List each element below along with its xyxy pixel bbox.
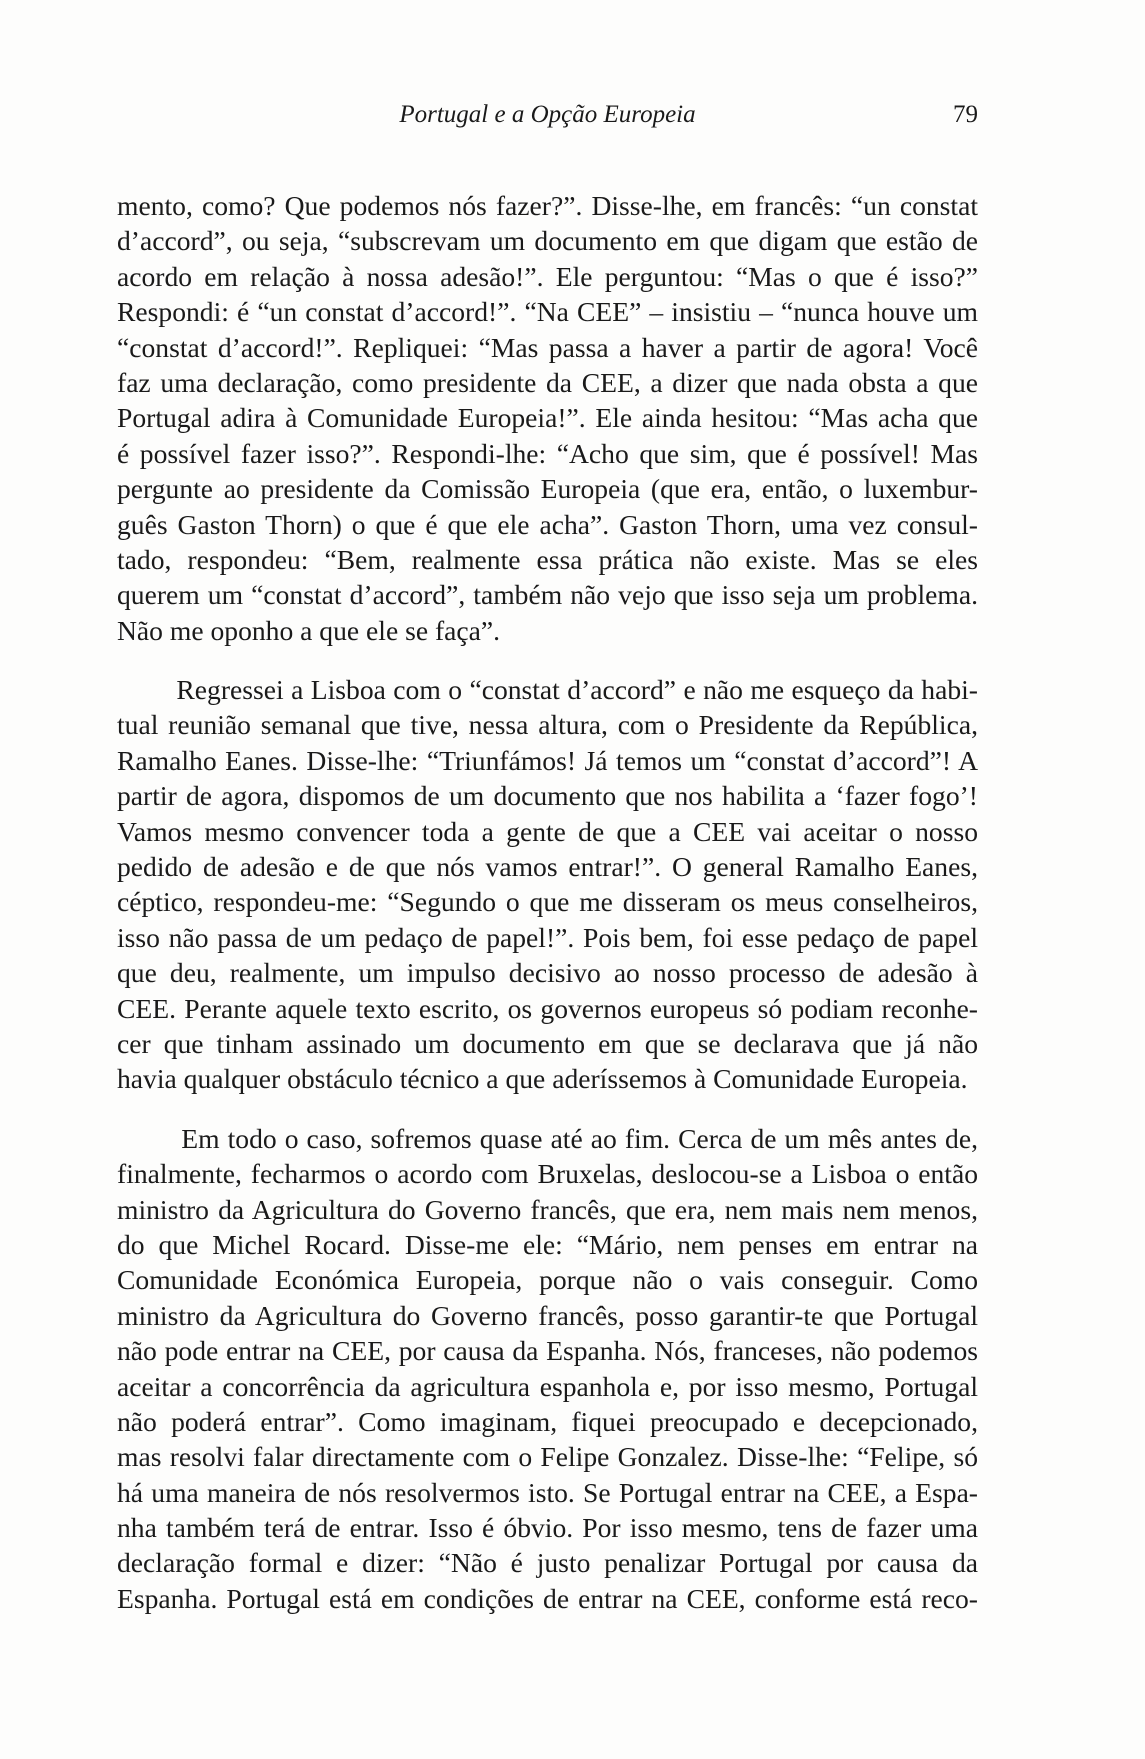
text-line: aceitar a concorrência da agricultura espanhola e, por isso mesmo, Portugal — [117, 1370, 978, 1402]
text-line: Portugal adira à Comunidade Europeia!”. Ele ainda hesitou: “Mas acha que — [117, 402, 978, 434]
text-line: há uma maneira de nós resolvermos isto. Se Portugal entrar na CEE, a Espa- — [117, 1476, 978, 1508]
text-line: é possível fazer isso?”. Respondi-lhe: “Acho que sim, que é possível! Mas — [117, 437, 978, 469]
text-line: isso não passa de um pedaço de papel!”. Pois bem, foi esse pedaço de papel — [117, 921, 978, 953]
text-line: Ramalho Eanes. Disse-lhe: “Triunfámos! Já temos um “constat d’accord”! A — [117, 744, 978, 776]
text-line: Em todo o caso, sofremos quase até ao fim. Cerca de um mês antes de, — [117, 1122, 978, 1154]
text-line: ministro da Agricultura do Governo francês, posso garantir-te que Portugal — [117, 1299, 978, 1331]
text-line: tado, respondeu: “Bem, realmente essa prática não existe. Mas se eles — [117, 543, 978, 575]
text-line: Regressei a Lisboa com o “constat d’accord” e não me esqueço da habi- — [117, 674, 978, 706]
text-line: tual reunião semanal que tive, nessa altura, com o Presidente da República, — [117, 709, 978, 741]
text-line: Respondi: é “un constat d’accord!”. “Na CEE” – insistiu – “nunca houve um — [117, 296, 978, 328]
text-line: Comunidade Económica Europeia, porque não o vais conseguir. Como — [117, 1264, 978, 1296]
text-line: céptico, respondeu-me: “Segundo o que me disseram os meus conselheiros, — [117, 886, 978, 918]
running-head — [117, 98, 978, 132]
paragraph-gap — [117, 648, 978, 672]
page-number: 79 — [953, 101, 978, 128]
text-line: d’accord”, ou seja, “subscrevam um documento em que digam que estão de — [117, 225, 978, 257]
text-line: partir de agora, dispomos de um documento que nos habilita a ‘fazer fogo’! — [117, 780, 978, 812]
text-line: cer que tinham assinado um documento em que se declarava que já não — [117, 1027, 978, 1059]
text-line: não pode entrar na CEE, por causa da Espanha. Nós, franceses, não podemos — [117, 1335, 978, 1367]
body-text — [117, 188, 978, 1616]
text-line: mas resolvi falar directamente com o Felipe Gonzalez. Disse-lhe: “Felipe, só — [117, 1441, 978, 1473]
paragraph-1 — [117, 188, 978, 648]
text-line: acordo em relação à nossa adesão!”. Ele perguntou: “Mas o que é isso?” — [117, 260, 978, 292]
text-line: não poderá entrar”. Como imaginam, fiquei preocupado e decepcionado, — [117, 1405, 978, 1437]
text-line: Vamos mesmo convencer toda a gente de que a CEE vai aceitar o nosso — [117, 815, 978, 847]
text-line: pedido de adesão e de que nós vamos entrar!”. O general Ramalho Eanes, — [117, 851, 978, 883]
text-line: CEE. Perante aquele texto escrito, os governos europeus só podiam reconhe- — [117, 992, 978, 1024]
text-line: querem um “constat d’accord”, também não vejo que isso seja um problema. — [117, 579, 978, 611]
text-line: declaração formal e dizer: “Não é justo penalizar Portugal por causa da — [117, 1547, 978, 1579]
text-line: “constat d’accord!”. Repliquei: “Mas passa a haver a partir de agora! Você — [117, 331, 978, 363]
text-line: finalmente, fecharmos o acordo com Bruxelas, deslocou-se a Lisboa o então — [117, 1158, 978, 1190]
text-line: Não me oponho a que ele se faça”. — [117, 614, 501, 646]
text-line: faz uma declaração, como presidente da CEE, a dizer que nada obsta a que — [117, 366, 978, 398]
text-line: pergunte ao presidente da Comissão Europeia (que era, então, o luxembur- — [117, 473, 978, 505]
text-line: mento, como? Que podemos nós fazer?”. Disse-lhe, em francês: “un constat — [117, 190, 978, 221]
text-line: guês Gaston Thorn) o que é que ele acha”. Gaston Thorn, uma vez consul- — [117, 508, 978, 540]
text-line: nha também terá de entrar. Isso é óbvio. Por isso mesmo, tens de fazer uma — [117, 1512, 978, 1544]
text-line: havia qualquer obstáculo técnico a que aderíssemos à Comunidade Europeia. — [117, 1063, 968, 1095]
text-line: do que Michel Rocard. Disse-me ele: “Mário, nem penses em entrar na — [117, 1228, 978, 1260]
text-line: que deu, realmente, um impulso decisivo ao nosso processo de adesão à — [117, 957, 978, 989]
text-line: Espanha. Portugal está em condições de entrar na CEE, conforme está reco- — [117, 1582, 978, 1614]
paragraph-gap — [117, 1097, 978, 1121]
text-line: ministro da Agricultura do Governo francês, que era, nem mais nem menos, — [117, 1193, 978, 1225]
paragraph-3 — [117, 1121, 978, 1616]
running-title: Portugal e a Opção Europeia — [399, 101, 696, 128]
paragraph-2 — [117, 672, 978, 1097]
